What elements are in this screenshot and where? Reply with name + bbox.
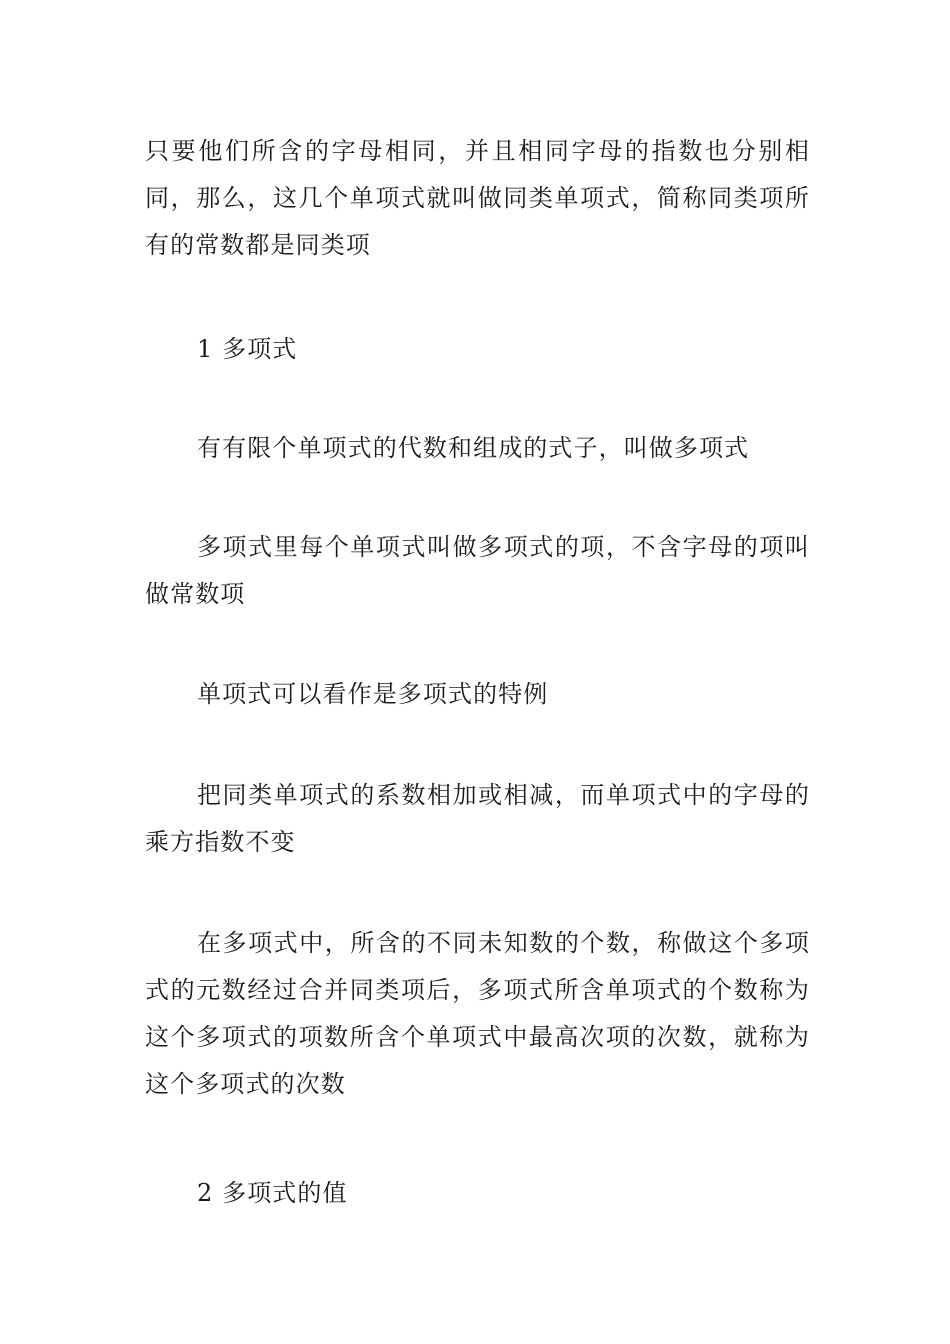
paragraph-like-terms-definition: 只要他们所含的字母相同，并且相同字母的指数也分别相同，那么，这几个单项式就叫做同类单项式，简称同类项所有的常数都是同类项 [145, 137, 810, 259]
paragraph-monomial-special-case: 单项式可以看作是多项式的特例 [197, 680, 549, 708]
paragraph-polynomial-degree: 在多项式中，所含的不同未知数的个数，称做这个多项式的元数经过合并同类项后，多项式所含单项式的个数称为这个多项式的项数所含个单项式中最高次项的次数，就称为这个多项式的次数 [145, 929, 810, 1098]
paragraph-combining-like-terms: 把同类单项式的系数相加或相减，而单项式中的字母的乘方指数不变 [145, 781, 810, 856]
paragraph-polynomial-definition: 有有限个单项式的代数和组成的式子，叫做多项式 [197, 434, 750, 462]
section-heading-polynomial-value: 2 多项式的值 [197, 1179, 348, 1207]
section-heading-polynomial: 1 多项式 [197, 335, 298, 363]
paragraph-polynomial-terms: 多项式里每个单项式叫做多项式的项，不含字母的项叫做常数项 [145, 533, 810, 608]
